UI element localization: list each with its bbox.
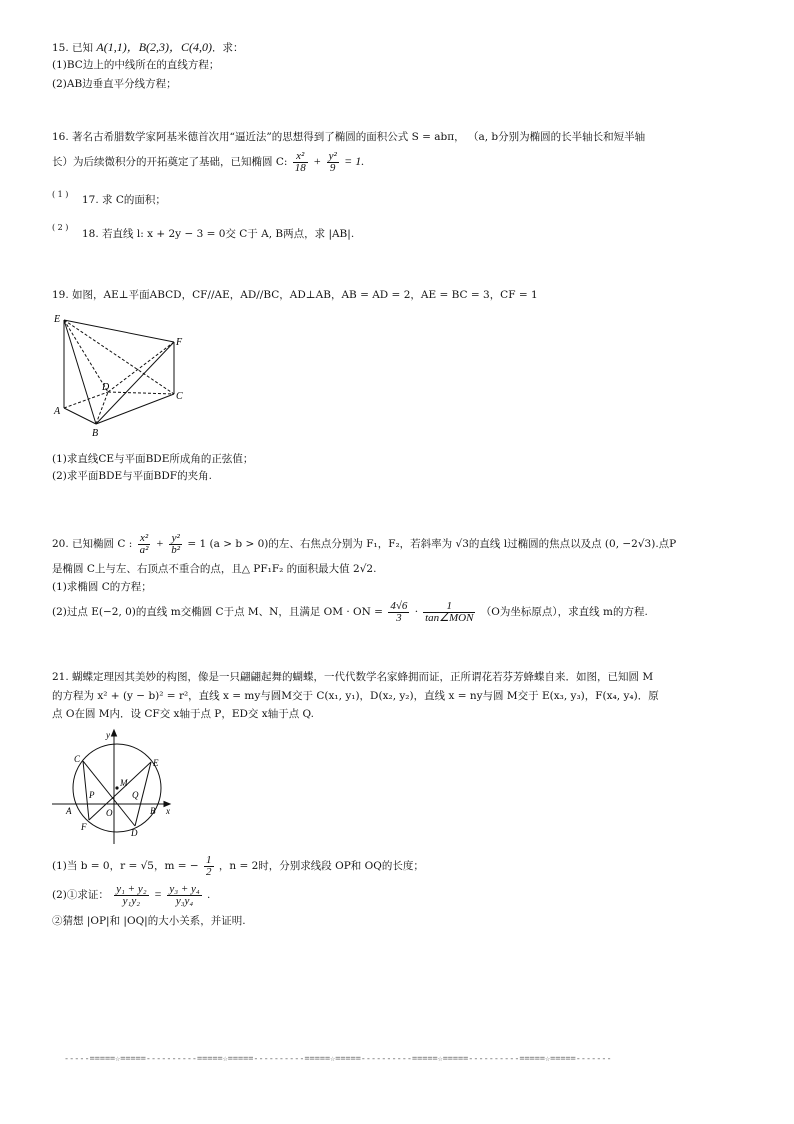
q21-label-c: C xyxy=(74,754,81,764)
q19-label-c: C xyxy=(176,391,183,402)
q19-part1: (1)求直线CE与平面BDE所成角的正弦值； xyxy=(52,453,254,465)
q20-stem-line1: 20. 已知椭圆 C : $\frac{\text{x²}}{\text{a²}}$ + $\frac{\text{y²}}{\text{b²}}$ = 1 (a > b > 0)的左、右焦点分别为 F₁，F₂，若斜率为 √3的直线 l过椭圆的焦点以及点 (0, −2√3).点P xyxy=(52,531,677,556)
q21-part2: (2)①求证： $\frac{\text{y₁ + y₂}}{\text{y₁y₂}}$ = $\frac{\text{y₃ + y₄}}{\text{y₃y₄}}$ . xyxy=(52,882,211,907)
q21-label-d: D xyxy=(131,828,138,838)
q15-stem: 15. 已知 A(1,1)，B(2,3)，C(4,0)．求： xyxy=(52,40,244,54)
q21-label-p: P xyxy=(89,790,95,800)
q21-label-x: x xyxy=(166,806,170,816)
q19-label-f: F xyxy=(176,337,183,348)
q21-part1: (1)当 b = 0，r = √5，m = − $\frac{1}{2}$ ，n = 2时，分别求线段 OP和 OQ的长度； xyxy=(52,853,424,878)
q15-part2: (2)AB边垂直平分线方程； xyxy=(52,78,177,90)
q16-stem-line2: 长）为后续微积分的开拓奠定了基础，已知椭圆 C: $\frac{\text{x²}}{18}$ + $\frac{\text{y²}}{9}$ = 1. xyxy=(52,149,365,174)
q16-stem-line1: 16. 著名古希腊数学家阿基米德首次用“逼近法”的思想得到了椭圆的面积公式 S = abπ， （a, b分别为椭圆的长半轴长和短半轴 xyxy=(52,131,646,143)
q19-label-a: A xyxy=(54,406,61,417)
q21-label-b: B xyxy=(150,806,156,816)
q21-label-m: M xyxy=(120,778,128,788)
q21-figure xyxy=(52,728,182,846)
q16-tag1: ( 1 ) xyxy=(52,190,69,199)
q19-label-b: B xyxy=(92,428,99,439)
q19-part2: (2)求平面BDE与平面BDF的夹角. xyxy=(52,470,212,482)
q21-label-q: Q xyxy=(132,790,139,800)
q19-stem: 19. 如图，AE⊥平面ABCD，CF//AE，AD//BC，AD⊥AB，AB = AD = 2，AE = BC = 3，CF = 1 xyxy=(52,289,538,301)
q21-stem-line2: 的方程为 x² + (y − b)² = r²，直线 x = my与圆M交于 C(x₁, y₁)，D(x₂, y₂)，直线 x = ny与圆 M交于 E(x₃, y₃)，F(x₄, y₄)．原 xyxy=(52,690,659,702)
q20-part2: (2)过点 E(−2, 0)的直线 m交椭圆 C于点 M、N，且满足 OM · ON = $\frac{4√6}{3}$ · $\frac{1}{\text{tan∠MON}}$ （O为坐标原点），求直线 m的方程. xyxy=(52,599,648,624)
q19-label-e: E xyxy=(54,314,61,325)
q21-label-f: F xyxy=(81,822,87,832)
q16-frac-x: $\frac{\text{x²}}{18}$ xyxy=(294,149,306,174)
q21-label-y: y xyxy=(106,730,110,740)
q16-tag2: ( 2 ) xyxy=(52,223,69,232)
q21-stem-line1: 21. 蝴蝶定理因其美妙的构图，像是一只翩翩起舞的蝴蝶，一代代数学名家蜂拥而证，正所谓花若芬芳蜂蝶自来．如图，已知圆 M xyxy=(52,671,654,683)
q16-part1: 17. 求 C的面积； xyxy=(82,194,166,206)
q15-points: A(1,1)，B(2,3)，C(4,0) xyxy=(96,40,213,54)
q21-stem-line3: 点 O在圆 M内．设 CF交 x轴于点 P，ED交 x轴于点 Q. xyxy=(52,708,314,720)
q20-part1: (1)求椭圆 C的方程； xyxy=(52,581,152,593)
q20-stem-line2: 是椭圆 C上与左、右顶点不重合的点，且△ PF₁F₂ 的面积最大值 2√2. xyxy=(52,563,377,575)
q21-label-o: O xyxy=(106,808,113,818)
q21-part3: ②猜想 |OP|和 |OQ|的大小关系，并证明. xyxy=(52,915,246,927)
q16-part2: 18. 若直线 l: x + 2y − 3 = 0交 C于 A, B两点，求 |AB|. xyxy=(82,228,355,240)
q19-figure xyxy=(52,312,192,440)
q21-label-e: E xyxy=(153,758,159,768)
page-footer-divider: -----=====☆=====----------=====☆=====----------=====☆=====----------=====☆=====----------=====☆=====------- xyxy=(64,1054,612,1064)
q15-part1: (1)BC边上的中线所在的直线方程； xyxy=(52,59,220,71)
q19-label-d: D xyxy=(102,382,110,393)
q16-frac-y: $\frac{\text{y²}}{9}$ xyxy=(328,149,337,174)
q21-label-a: A xyxy=(66,806,72,816)
